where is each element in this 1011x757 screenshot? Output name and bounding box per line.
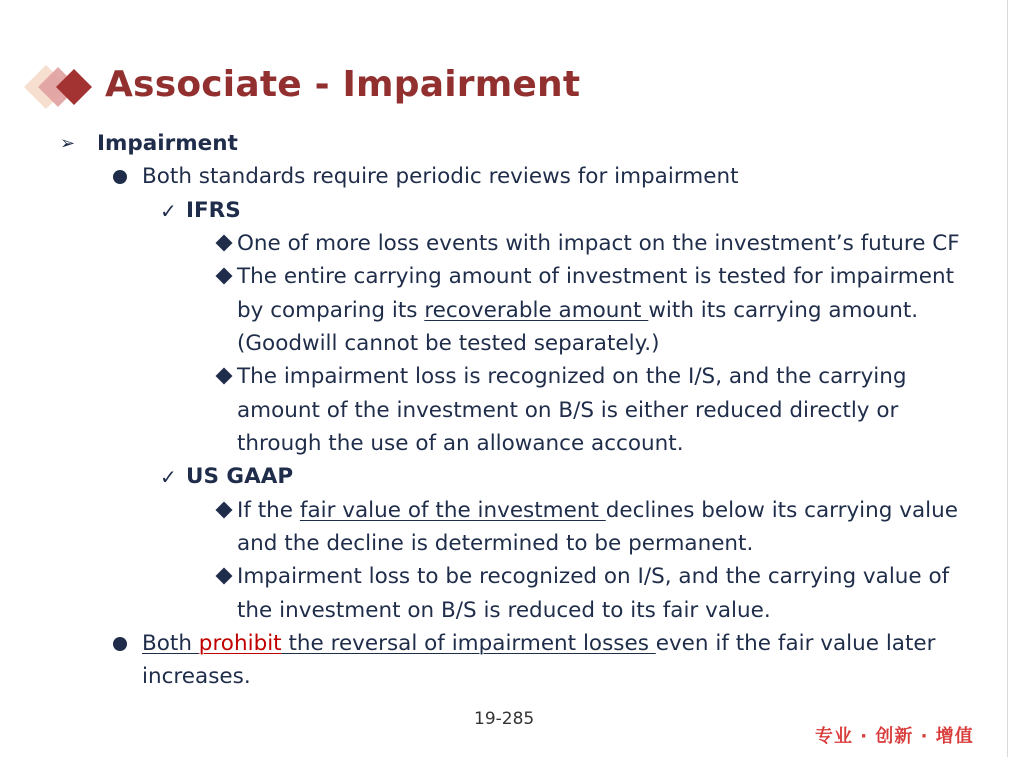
diamond-bullet-icon [216, 268, 233, 285]
bullet-text: Both standards require periodic reviews for impairment [142, 164, 739, 189]
footer-slogan: 专业 · 创新 · 增值 [815, 726, 974, 747]
usgaap-item-1-line-1 [237, 496, 958, 526]
underlined-term: Both [142, 631, 199, 656]
diamond-bullet-icon [216, 235, 233, 252]
usgaap-item-1-line-2: and the decline is determined to be permanent. [237, 531, 754, 556]
ifrs-item-3-line-1: The impairment loss is recognized on the I/S, and the carrying [237, 364, 907, 389]
usgaap-item-2-line-2: the investment on B/S is reduced to its fair value. [237, 598, 771, 623]
text-segment: by comparing its [237, 298, 425, 323]
diamond-bullet-icon [216, 368, 233, 385]
diamond-bullet-icon [216, 502, 233, 519]
emphasis-term: prohibit [198, 631, 282, 656]
text-segment: with its carrying amount. [648, 298, 919, 323]
ifrs-item-1: One of more loss events with impact on the investment’s future CF [237, 231, 960, 256]
underlined-term: the reversal of impairment losses [281, 631, 656, 656]
arrow-bullet-icon: ➢ [60, 133, 76, 154]
slide-title: Associate - Impairment [105, 64, 581, 105]
ifrs-item-2-line-3: (Goodwill cannot be tested separately.) [237, 331, 660, 356]
checkmark-icon: ✓ [160, 199, 177, 223]
ifrs-label: IFRS [186, 198, 241, 223]
ifrs-item-2-line-1: The entire carrying amount of investment is tested for impairment [237, 264, 955, 289]
bullet-dot-icon [113, 637, 127, 651]
bullet-dot-icon [113, 170, 127, 184]
ifrs-item-2-line-2 [237, 296, 918, 326]
ifrs-item-3-line-2: amount of the investment on B/S is either reduced directly or [237, 398, 899, 423]
underlined-term: fair value of the investment [299, 498, 606, 523]
text-segment: If the [237, 498, 300, 523]
page-number: 19-285 [474, 709, 535, 729]
bullet-2-line-1 [142, 629, 935, 659]
usgaap-label: US GAAP [186, 464, 294, 489]
slide-edge-divider [1007, 0, 1008, 757]
text-segment: even if the fair value later [655, 631, 936, 656]
text-segment: declines below its carrying value [605, 498, 958, 523]
diamond-bullet-icon [216, 568, 233, 585]
underlined-term: recoverable amount [424, 298, 649, 323]
section-heading: Impairment [97, 131, 238, 156]
ifrs-item-3-line-3: through the use of an allowance account. [237, 431, 684, 456]
checkmark-icon: ✓ [160, 465, 177, 489]
usgaap-item-2-line-1: Impairment loss to be recognized on I/S, and the carrying value of [237, 564, 950, 589]
bullet-2-line-2: increases. [142, 664, 251, 689]
